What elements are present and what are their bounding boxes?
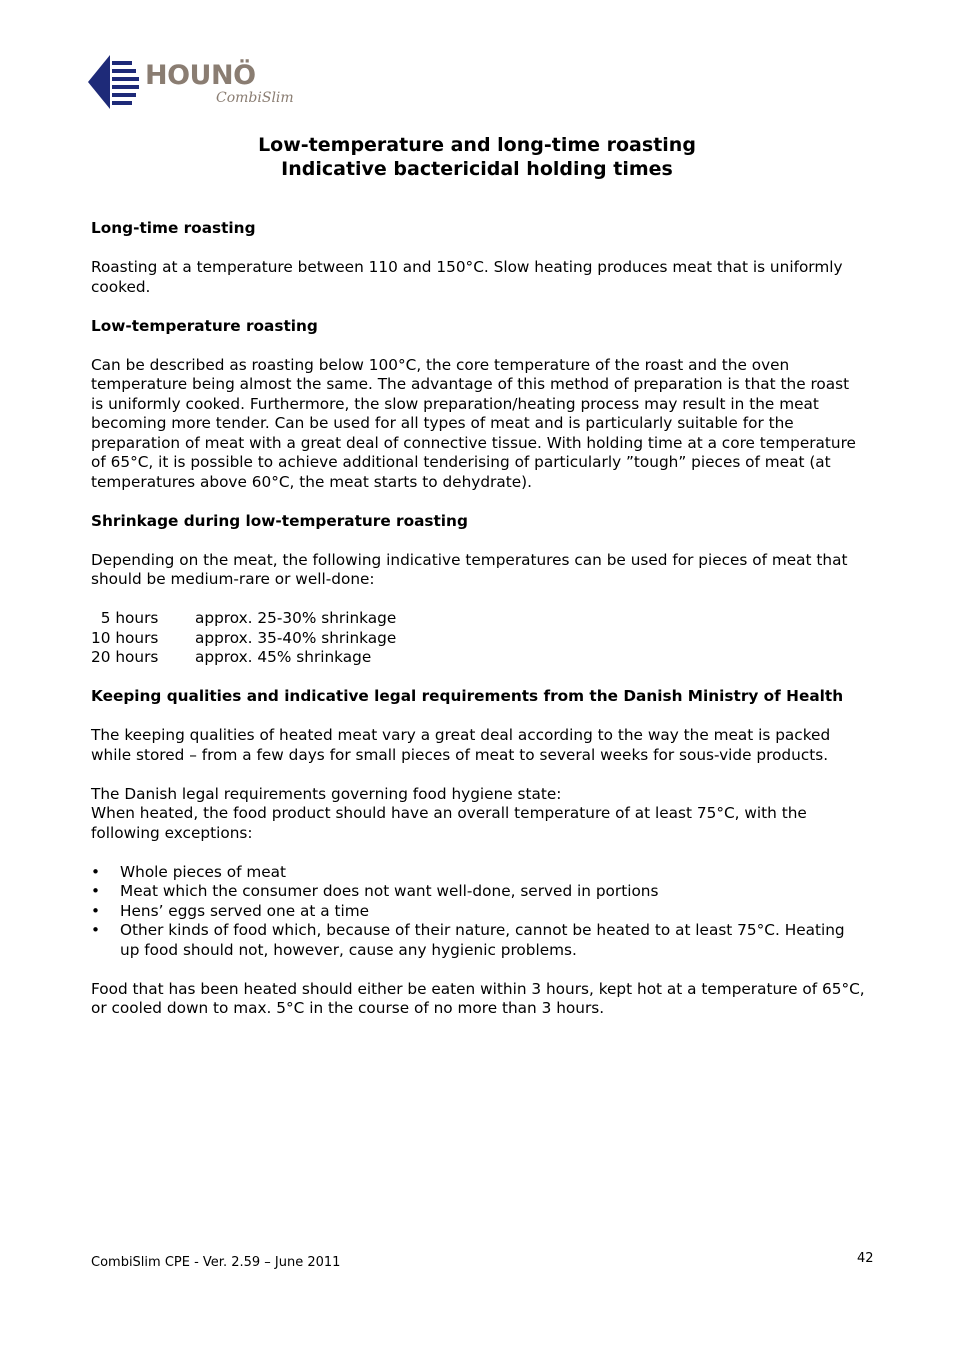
heading-keeping-qualities: Keeping qualities and indicative legal requirements from the Danish Ministry of Health [91, 687, 844, 705]
bullet-icon: • [91, 882, 101, 900]
paragraph-low-temperature-roasting: Can be described as roasting below 100°C, the core temperature of the roast and the oven temperature being almost the same. The advantage of this method of preparation is that the roast is uniformly cooked. Furthermore, the slow preparation/heating process may result in the meat becoming more tender. Can be used for all types of meat and is particularly suitable for the preparation of meat with a great deal of connective tissue. With holding time at a core temperature of 65°C, it is possible to achieve additional tenderising of particularly ”tough” pieces of meat (at temperatures above 60°C, the meat starts to dehydrate). [91, 355, 856, 491]
page-title-line-1: Low-temperature and long-time roasting [258, 134, 696, 156]
document-body [91, 219, 866, 1038]
bullet-icon: • [91, 862, 101, 881]
paragraph-shrinkage: Depending on the meat, the following indicative temperatures can be used for pieces of meat that should be medium-rare or well-done: [91, 550, 848, 588]
table-row [91, 609, 396, 629]
table-row [91, 629, 396, 649]
list-item [91, 902, 866, 922]
exceptions-list [91, 863, 866, 961]
list-item [91, 921, 866, 960]
table-row [91, 648, 396, 668]
shrinkage-value: approx. 35-40% shrinkage [195, 628, 397, 647]
footer-version: CombiSlim CPE - Ver. 2.59 – June 2011 [91, 1255, 341, 1270]
paragraph-heated-food: Food that has been heated should either be eaten within 3 hours, kept hot at a temperature of 65°C, or cooled down to max. 5°C in the course of no more than 3 hours. [91, 979, 865, 1017]
shrinkage-value: approx. 45% shrinkage [195, 648, 372, 666]
shrinkage-duration: 10 hours [91, 628, 159, 647]
paragraph-keeping-qualities: The keeping qualities of heated meat vary a great deal according to the way the meat is packed while stored – from a few days for small pieces of meat to several weeks for sous-vide products. [91, 726, 831, 764]
heading-shrinkage: Shrinkage during low-temperature roasting [91, 511, 468, 530]
hounoe-logo-mark-icon [88, 55, 140, 109]
hounoe-logo [88, 52, 303, 114]
paragraph-heating-requirement: When heated, the food product should have an overall temperature of at least 75°C, with the following exceptions: [91, 804, 807, 842]
shrinkage-duration: 20 hours [91, 648, 159, 666]
page-title-line-2: Indicative bactericidal holding times [281, 158, 673, 180]
logo-wordmark: HOUNÖ [145, 60, 256, 91]
list-item-text: Hens’ eggs served one at a time [120, 901, 370, 920]
list-item-text: Whole pieces of meat [120, 862, 287, 881]
list-item-text: Other kinds of food which, because of their nature, cannot be heated to at least 75°C. Heating up food should not, however, cause any hygienic problems. [120, 921, 845, 959]
logo-subtitle: CombiSlim [216, 90, 294, 106]
heading-long-time-roasting: Long-time roasting [91, 219, 256, 237]
paragraph-legal-requirements: The Danish legal requirements governing food hygiene state: [91, 784, 562, 803]
heading-low-temperature-roasting: Low-temperature roasting [91, 316, 318, 335]
shrinkage-table [91, 609, 396, 668]
paragraph-long-time-roasting: Roasting at a temperature between 110 and 150°C. Slow heating produces meat that is uniformly cooked. [91, 258, 843, 296]
shrinkage-value: approx. 25-30% shrinkage [195, 609, 397, 627]
page-title [0, 133, 954, 181]
bullet-icon: • [91, 901, 101, 920]
bullet-icon: • [91, 921, 101, 939]
list-item [91, 863, 866, 883]
shrinkage-duration: 5 hours [91, 609, 159, 627]
list-item-text: Meat which the consumer does not want well-done, served in portions [120, 882, 659, 900]
page-number: 42 [857, 1251, 874, 1266]
list-item [91, 882, 866, 902]
